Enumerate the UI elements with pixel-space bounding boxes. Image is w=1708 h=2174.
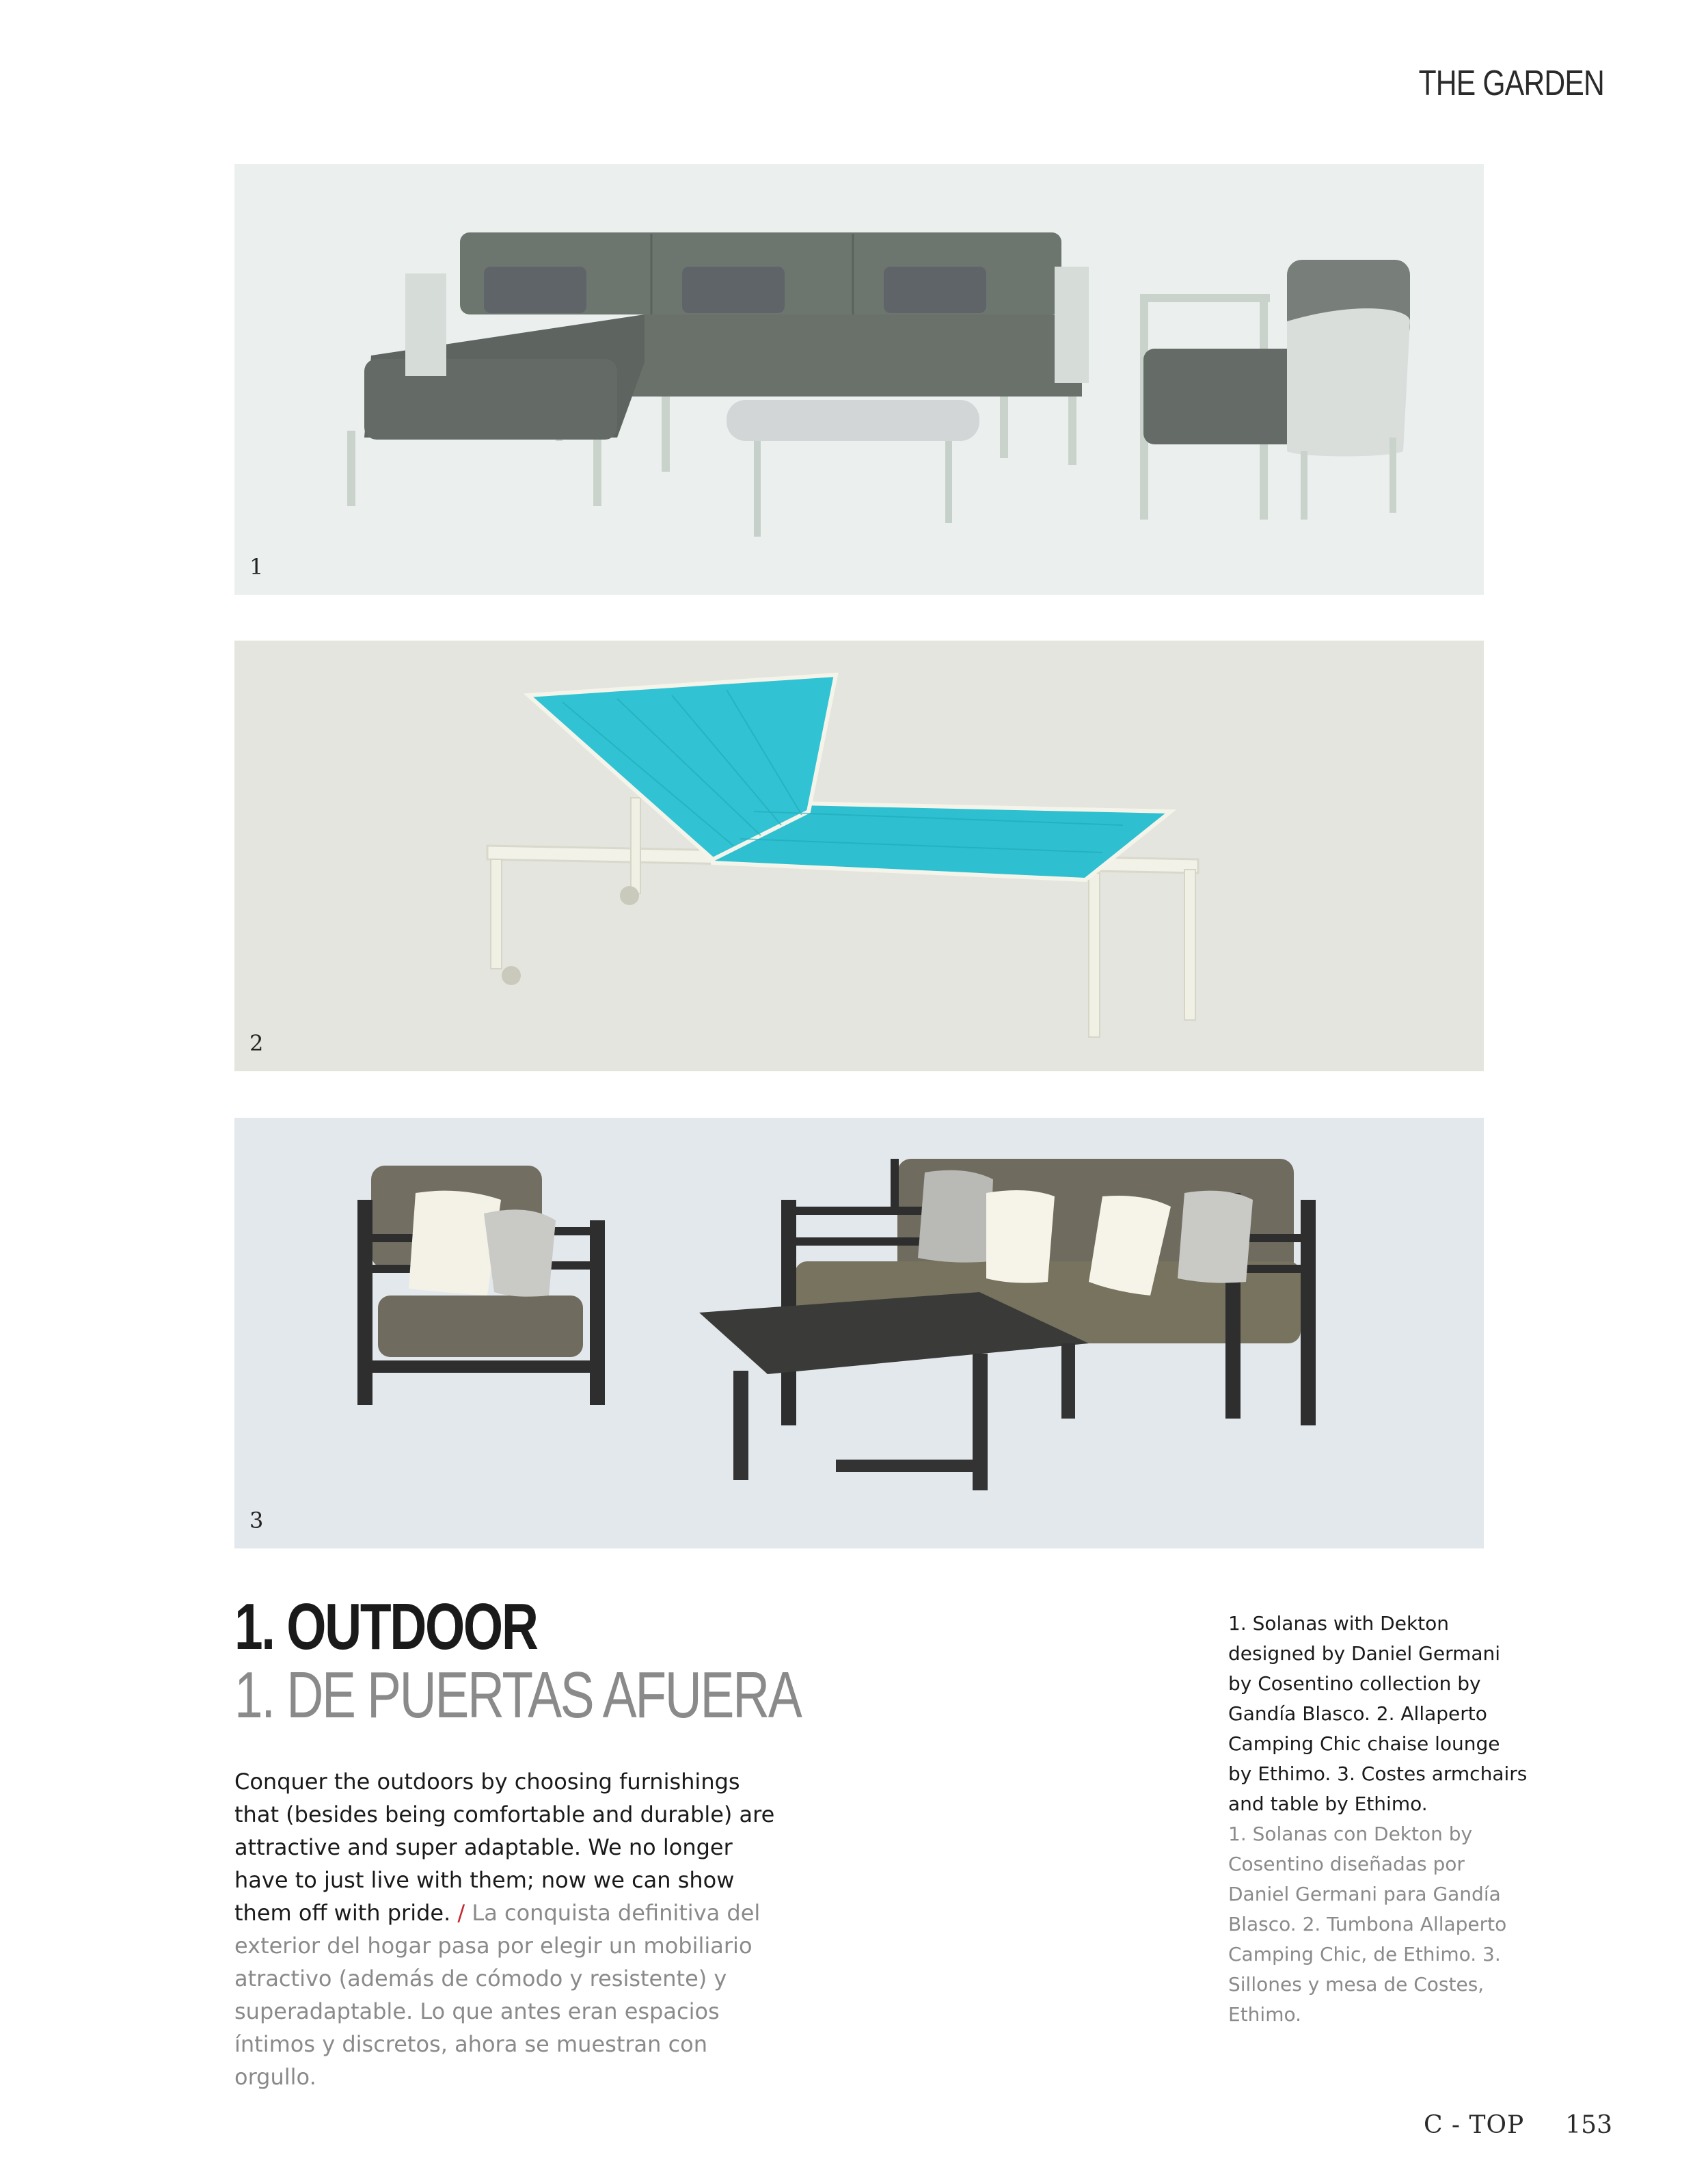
photo-3-costes-set [234,1118,1484,1548]
caption-spanish: 1. Solanas con Dekton by Cosentino diseñadas por Daniel Germani para Gandía Blasco. 2. Tumbona Allaperto Camping Chic, de Ethimo. 3. Sillones y mesa de Costes, Ethimo. [1228,1823,1507,2026]
chaise-lounge-illustration [234,641,1484,1071]
title-english: 1. OUTDOOR [234,1590,537,1663]
photo-number: 1 [249,554,264,580]
sofa-set-illustration [234,164,1484,595]
photo-number: 2 [249,1030,264,1056]
publication-name: C - TOP [1423,2111,1525,2139]
photo-number: 3 [249,1507,264,1533]
caption-english: 1. Solanas with Dekton designed by Daniel Germani by Cosentino collection by Gandía Blasco. 2. Allaperto Camping Chic chaise lounge by Ethimo. 3. Costes armchairs and table by Ethimo. [1228,1612,1528,1815]
photo-2-chaise-lounge [234,641,1484,1071]
page-footer [1424,2111,1612,2139]
article-title [234,1590,801,1732]
body-spanish: La conquista definitiva del exterior del hogar pasa por elegir un mobiliario atractivo (además de cómodo y resistente) y superadaptable. Lo que antes eran espacios íntimos y discretos, ahora se muestran con orgullo. [234,1900,761,2090]
photo-1-sofa-set [234,164,1484,595]
photo-caption [1228,1609,1529,2030]
title-spanish: 1. DE PUERTAS AFUERA [234,1659,801,1732]
body-english: Conquer the outdoors by choosing furnishings that (besides being comfortable and durable) are attractive and super adaptable. We no longer have to just live with them; now we can show them off with pride. [234,1769,775,1926]
page-number: 153 [1565,2111,1612,2139]
armchair-sofa-table-illustration [234,1118,1484,1548]
section-tag: THE GARDEN [1418,64,1604,103]
article-body [234,1765,781,2093]
language-separator: / [457,1900,465,1926]
